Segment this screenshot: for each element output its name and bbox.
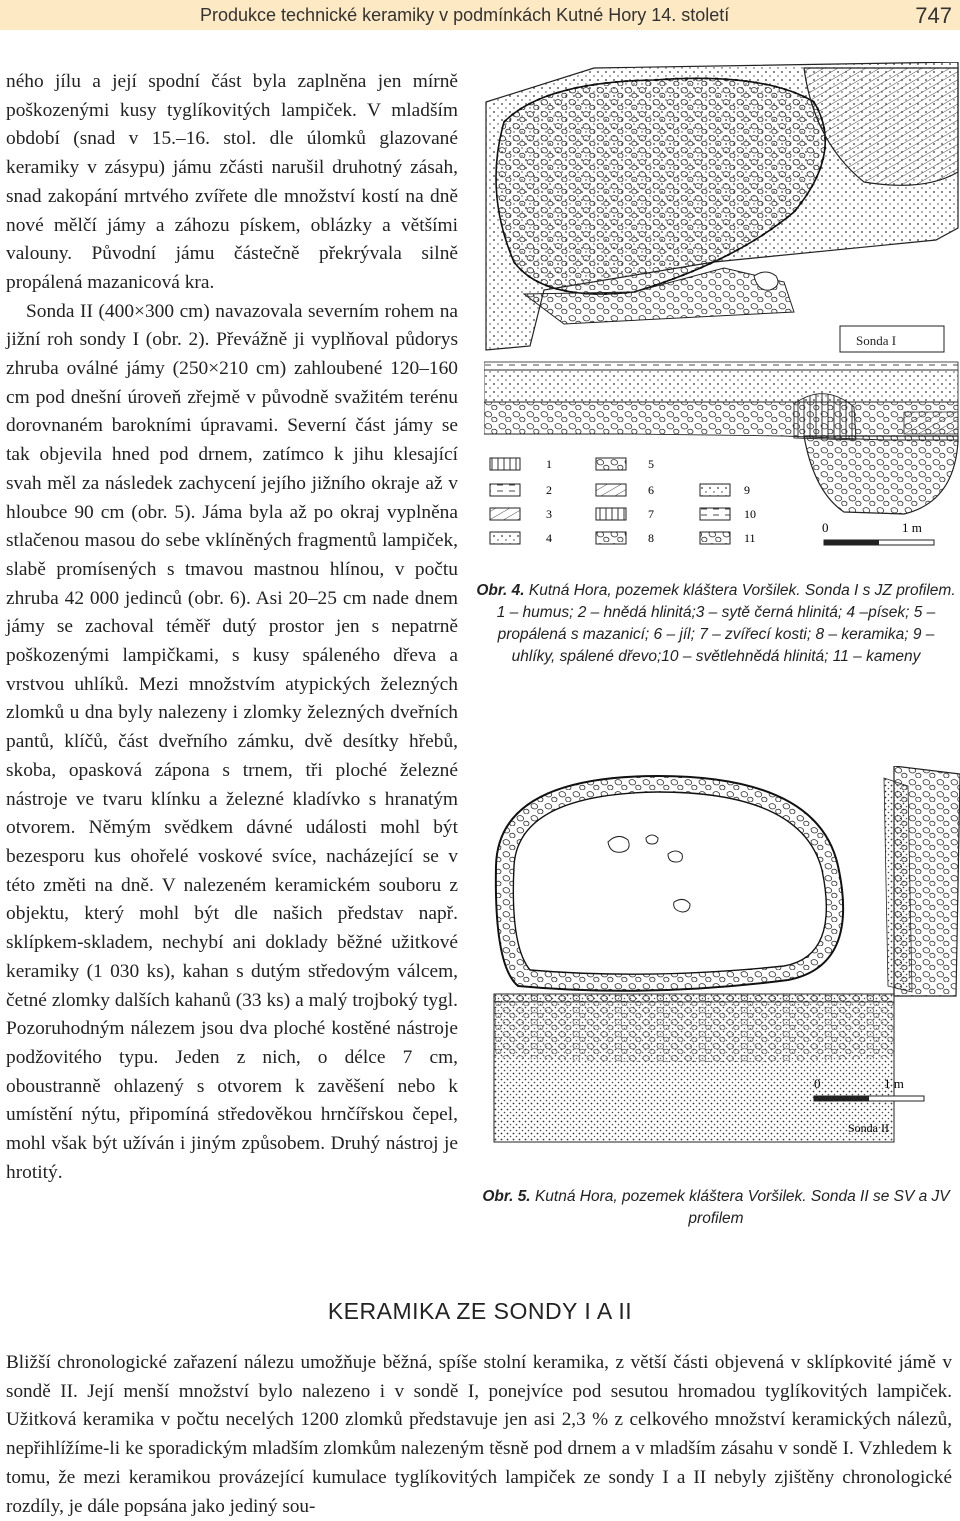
- figure-5-caption: [476, 1186, 956, 1230]
- running-header: [0, 0, 960, 30]
- body-paragraph: ného jílu a její spodní část byla zaplněna jen mírně poškozenými kusy tyglíkovitých lampiček. V mladším období (snad v 15.–16. stol. dle úlomků glazované keramiky v zásypu) jámu zčásti narušil druhotný zásah, snad zakopání mrtvého zvířete dle množství kostí na dně nové mělčí jámy a záhozu pískem, oblázky a většími valouny. Původní jámu částečně překrývala silně propálená mazanicová kra.: [6, 71, 458, 293]
- sonda-ii-profile: [494, 994, 894, 1142]
- legend-number: 10: [744, 507, 756, 521]
- legend-number: 5: [648, 457, 654, 471]
- legend-number: 3: [546, 507, 552, 521]
- page-number: 747: [915, 3, 952, 28]
- figure-4-scale-bar: [822, 520, 934, 545]
- legend-number: 7: [648, 507, 654, 521]
- body-paragraph: Sonda II (400×300 cm) navazovala severním rohem na jižní roh sondy I (obr. 2). Převážně ji vyplňoval půdorys zhruba oválné jámy (250×210 cm) zahloubené 120–160 cm pod dnešní úroveň zřejmě v původně svažitém terénu dorovnaném barokními úpravami. Severní část jámy se tak objevila hned pod drnem, zatímco k jihu klesající svah měl za následek zachycení jejího jižního okraje až v hloubce 90 cm (obr. 5). Jáma byla až po okraj vyplněna stlačenou masou do sebe vklíněných fragmentů lampiček, slabě promísených s tmavou mastnou hlínou, v počtu zhruba 42 000 jedinců (obr. 6). Asi 20–25 cm nade dnem jámy se zachoval téměř dutý prostor jen s nepatrně poškozenými lampičkami, s kusy spáleného dřeva a vrstvou uhlíků. Mezi množstvím atypických železných zlomků u dna byly nalezeny i zlomky železných dveřních pantů, klíčů, část dveřního zámku, dvě desítky hřebů, skoba, opasková zápona s trnem, tři ploché železné nástroje ve tvaru klínku a železné kladívko s hranatým otvorem. Němým svědkem dávné události mohl být bezesporu kus ohořelé voskové svíce, nacházející se v této změti na dně. V nalezeném keramickém souboru z objektu, který mohl být dle našich představ např. sklípkem-skladem, nechybí ani doklady běžné užitkové keramiky (1 030 ks), kahan s dutým středovým válcem, četné zlomky dalších kahanů (33 ks) a malý trojboký tygl. Pozoruhodným nálezem jsou dva ploché kostěné nástroje podžovitého typu. Jeden z nich, o délce 7 cm, oboustranně ohlazený s otvorem k zavěšení nebo k umístění nýtu, připomíná středověkou hrnčířskou čepel, mohl však být užíván i jiným způsobem. Druhý nástroj je hrotitý.: [6, 300, 458, 1183]
- legend-number: 9: [744, 483, 750, 497]
- legend-number: 2: [546, 483, 552, 497]
- sonda-ii-plan: [488, 766, 960, 996]
- scale-start: 0: [822, 520, 829, 535]
- figure-4-drawing: [484, 62, 960, 562]
- section-paragraph: Bližší chronologické zařazení nálezu umožňuje běžná, spíše stolní keramika, z větší části objevená v sklípkovité jámě v sondě II. Její menší množství bylo nalezeno i v sondě I, ponejvíce pod sesutou hromadou tyglíkovitých lampiček. Užitková keramika v počtu necelých 1200 zlomků představuje jen asi 2,3 % z celkového množství keramických nálezů, nepřihlížíme-li ke sporadickým mladším zlomkům nalezeným těsně pod drnem a v mladším zásahu v sondě I. Vzhledem k tomu, že mezi keramikou provázející kumulace tyglíkovitých lampiček ze sondy I a II nebyly zjištěny chronologické rozdíly, je dále popsána jako jediný sou-: [6, 1352, 952, 1517]
- caption-label: Obr. 5.: [482, 1188, 531, 1205]
- figure-5-drawing: [488, 766, 960, 1170]
- sonda-i-label: Sonda I: [856, 333, 897, 348]
- caption-text: Kutná Hora, pozemek kláštera Voršilek. Sonda I s JZ profilem. 1 – humus; 2 – hnědá hlinitá;3 – sytě černá hlinitá; 4 –písek; 5 –propálená s mazanicí; 6 – jíl; 7 – zvířecí kosti; 8 – keramika; 9 – uhlíky, spálené dřevo;10 – světlehnědá hlinitá; 11 – kameny: [496, 582, 956, 665]
- section-heading: KERAMIKA ZE SONDY I A II: [327, 1298, 633, 1324]
- legend-number: 1: [546, 457, 552, 471]
- caption-text: Kutná Hora, pozemek kláštera Voršilek. Sonda II se SV a JV profilem: [534, 1188, 950, 1227]
- left-column: [6, 68, 458, 1187]
- legend-number: 8: [648, 531, 654, 545]
- scale-end: 1 m: [884, 1076, 904, 1091]
- running-title: Produkce technické keramiky v podmínkách Kutné Hory 14. století: [200, 5, 730, 25]
- legend-number: 6: [648, 483, 654, 497]
- legend-number: 4: [546, 531, 552, 545]
- caption-label: Obr. 4.: [476, 582, 525, 599]
- sonda-i-plan: [486, 62, 958, 350]
- legend-number: 11: [744, 531, 756, 545]
- scale-end: 1 m: [902, 520, 922, 535]
- figure-4-legend: [490, 457, 756, 545]
- figure-4-caption: [476, 580, 956, 668]
- scale-start: 0: [814, 1076, 821, 1091]
- sonda-ii-label: Sonda II: [848, 1121, 889, 1135]
